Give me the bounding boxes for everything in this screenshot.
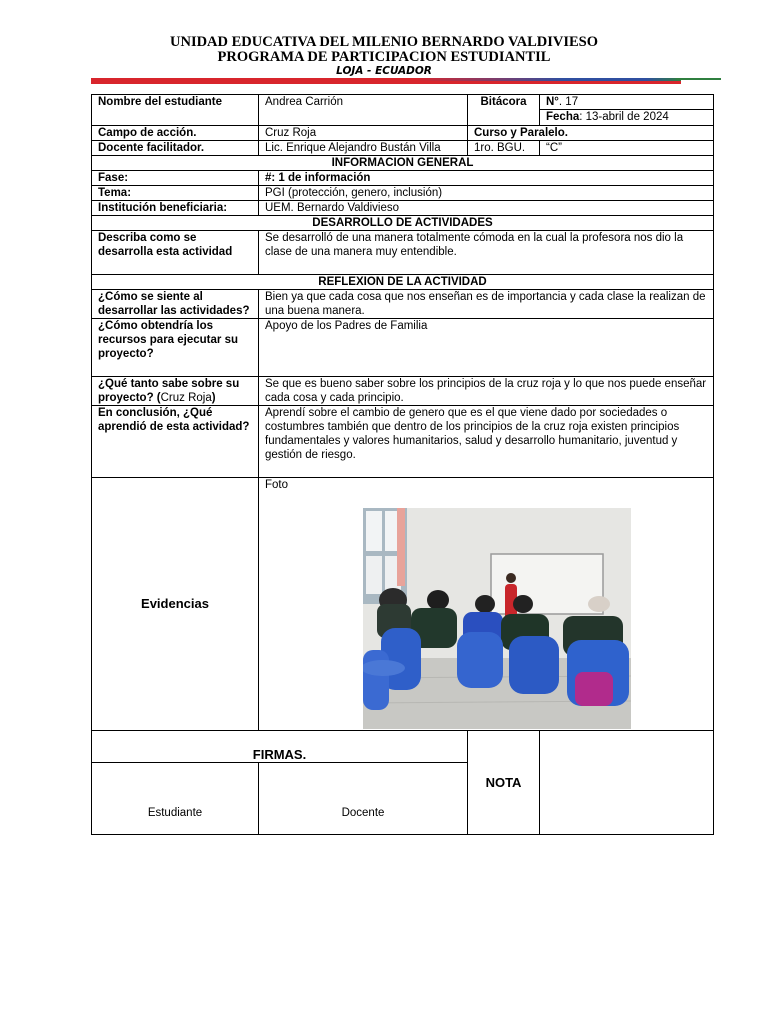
row-desarrollo-heading xyxy=(92,216,714,231)
q4-label: En conclusión, ¿Qué aprendió de esta actividad? xyxy=(92,406,259,478)
row-reflexion-heading xyxy=(92,275,714,290)
row-firmas xyxy=(92,731,714,763)
fase-label: Fase: xyxy=(92,171,259,186)
student-value: Andrea Carrión xyxy=(259,95,468,126)
describa-label: Describa como se desarrolla esta actividad xyxy=(92,231,259,275)
activity-log-form xyxy=(91,94,714,835)
row-q2 xyxy=(92,319,714,377)
desarrollo-heading: DESARROLLO DE ACTIVIDADES xyxy=(92,216,714,231)
student-label: Nombre del estudiante xyxy=(92,95,259,126)
row-campo xyxy=(92,126,714,141)
row-q1 xyxy=(92,290,714,319)
institucion-label: Institución beneficiaria: xyxy=(92,201,259,216)
firmas-label: FIRMAS. xyxy=(92,731,468,763)
describa-value: Se desarrolló de una manera totalmente cómoda en la cual la profesora nos dio la clase de una manera muy entendible. xyxy=(259,231,714,275)
foto-label: Foto xyxy=(265,479,289,491)
nota-label: NOTA xyxy=(468,731,540,835)
q3-value: Se que es bueno saber sobre los principios de la cruz roja y lo que nos puede enseñar cada cosa y cada principio. xyxy=(259,377,714,406)
paralelo-value: “C” xyxy=(540,141,714,156)
numero-label: N° xyxy=(546,96,559,108)
row-student xyxy=(92,95,714,110)
document-header xyxy=(0,34,768,77)
bitacora-label: Bitácora xyxy=(468,95,540,126)
institucion-value: UEM. Bernardo Valdivieso xyxy=(259,201,714,216)
fecha-cell xyxy=(540,110,714,126)
campo-label: Campo de acción. xyxy=(92,126,259,141)
q3-label-a: ¿Qué tanto sabe sobre su proyecto? ( xyxy=(98,378,240,404)
bitacora-number xyxy=(540,95,714,110)
row-q3 xyxy=(92,377,714,406)
q3-label xyxy=(92,377,259,406)
q1-label: ¿Cómo se siente al desarrollar las actividades? xyxy=(92,290,259,319)
row-docente xyxy=(92,141,714,156)
row-describa xyxy=(92,231,714,275)
fecha-value: : 13-abril de 2024 xyxy=(579,111,669,123)
docente-label: Docente facilitador. xyxy=(92,141,259,156)
program-name: PROGRAMA DE PARTICIPACION ESTUDIANTIL xyxy=(217,49,551,65)
q2-label: ¿Cómo obtendría los recursos para ejecutar su proyecto? xyxy=(92,319,259,377)
school-name: UNIDAD EDUCATIVA DEL MILENIO BERNARDO VALDIVIESO xyxy=(170,34,598,50)
q3-label-c: ) xyxy=(211,392,216,404)
info-general-heading: INFORMACION GENERAL xyxy=(92,156,714,171)
q3-label-b: Cruz Roja xyxy=(160,392,212,404)
row-tema xyxy=(92,186,714,201)
row-info-general xyxy=(92,156,714,171)
rule-stripe-green xyxy=(676,78,721,80)
docente-signature: Docente xyxy=(259,763,468,835)
tema-value: PGI (protección, genero, inclusión) xyxy=(259,186,714,201)
curso-label: Curso y Paralelo. xyxy=(468,126,714,141)
tema-label: Tema: xyxy=(92,186,259,201)
campo-value: Cruz Roja xyxy=(259,126,468,141)
q2-value: Apoyo de los Padres de Familia xyxy=(259,319,714,377)
evidencias-cell xyxy=(259,478,714,731)
docente-value: Lic. Enrique Alejandro Bustán Villa xyxy=(259,141,468,156)
fase-value: #: 1 de información xyxy=(259,171,714,186)
fecha-label: Fecha xyxy=(546,111,580,123)
rule-stripe-red xyxy=(91,81,681,84)
row-q4 xyxy=(92,406,714,478)
q1-value: Bien ya que cada cosa que nos enseñan es de importancia y cada clase la realizan de una buena manera. xyxy=(259,290,714,319)
q4-value: Aprendí sobre el cambio de genero que es el que viene dado por sociedades o costumbres también que dentro de los principios de la cruz roja existen principios fundamentales y valores humanitarios, salud y desarrollo humanitario, juventud y gestión de riesgo. xyxy=(259,406,714,478)
evidencias-label: Evidencias xyxy=(92,478,259,731)
header-color-rule xyxy=(91,78,721,85)
row-fase xyxy=(92,171,714,186)
nota-value[interactable] xyxy=(540,731,714,835)
curso-value: 1ro. BGU. xyxy=(468,141,540,156)
reflexion-heading: REFLEXION DE LA ACTIVIDAD xyxy=(92,275,714,290)
row-institucion xyxy=(92,201,714,216)
evidence-photo xyxy=(363,508,631,729)
location-line: LOJA - ECUADOR xyxy=(336,65,432,77)
row-evidencias xyxy=(92,478,714,731)
estudiante-signature: Estudiante xyxy=(92,763,259,835)
numero-value: . 17 xyxy=(558,96,579,108)
